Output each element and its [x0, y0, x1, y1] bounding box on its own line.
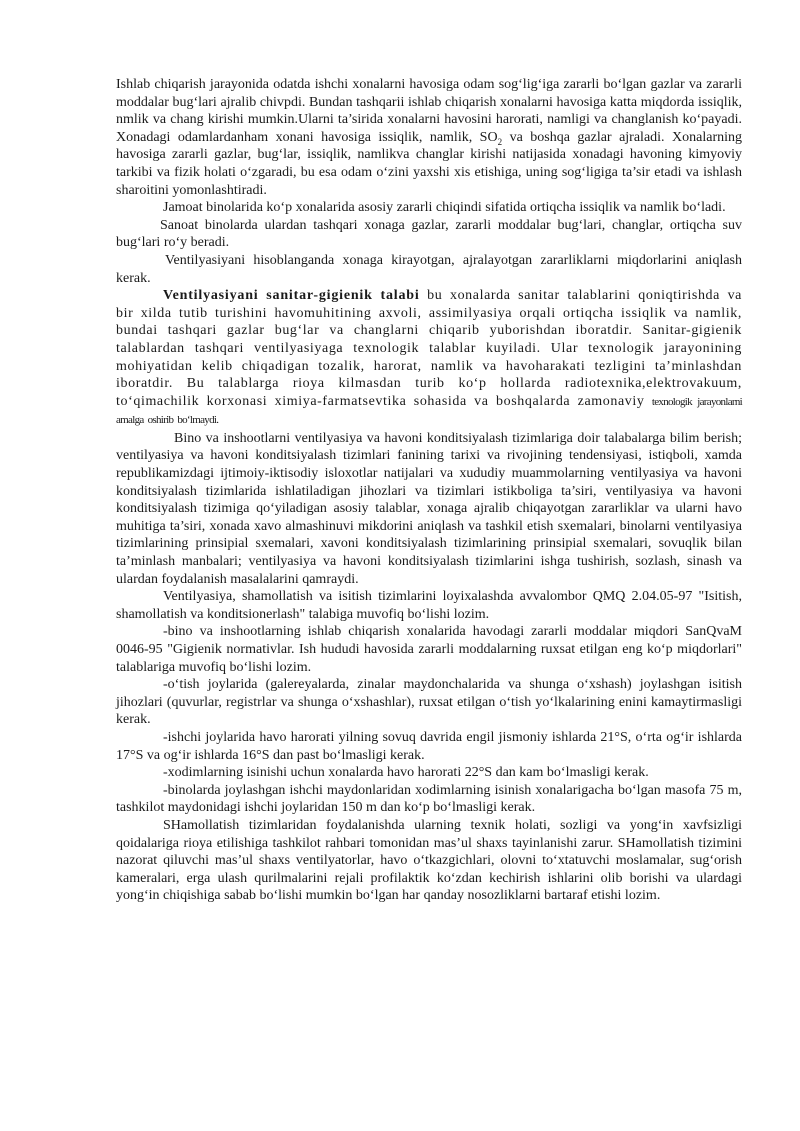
paragraph-sanitary-requirements: Ventilyasiyani sanitar-gigienik talabi bu xonalarda sanitar talablarini qoniqtirishda va bir xilda tutib turishini havomuhitining axvoli, assimilyasiya orqali ortiqcha issiqlik va namlik, bundai tashqari gazlar bug‘lar va changlarni chiqarib yuborishdan iboratdir. Sanitar-gigienik talablardan tashqari ventilyasiyaga texnologik talablar kuyiladi. Ular texnologik jarayonining mohiyatidan kelib chiqadigan tozalik, harorat, namlik va havoharakati tezligini ta’minlashdan iboratdir. Bu talablarga rioya kilmasdan turib ko‘p hollarda radiotexnika,elektrovakuum, to‘qimachilik korxonasi ximiya-farmatsevtika sohasida va boshqalarda zamonaviy texnologik jarayonlarni amalga oshirib bo‘lmaydi.: [116, 288, 742, 427]
paragraph-design-standard: Ventilyasiya, shamollatish va isitish tizimlarini loyixalashda avvalombor QMQ 2.04.05-97 "Isitish, shamollatish va konditsionerlash" talabiga muvofiq bo‘lishi lozim.: [116, 589, 742, 622]
list-item-warming-rooms: -xodimlarning isinishi uchun xonalarda havo harorati 22°S dan kam bo‘lmasligi kerak.: [163, 765, 649, 781]
paragraph-course-scope: Bino va inshootlarni ventilyasiya va havoni konditsiyalash tizimlariga doir talabalarga bilim berish; ventilyasiya va havoni konditsiyalash tizimlari fanining tarixi va rivojining tendensiyasi, istiqboli, xamda republikamizdagi ijtimoiy-iktisodiy isloxotlar natijalari va xududiy muammolarning ventilyasiya va havoni konditsiyalash tizimlarida ishlatiladigan jihozlari va tizimlari istikboliga ta’siri, ventilyasiya va havoni konditsiyalash tizimiga qo‘yiladigan asosiy talablar, xonaga ajralib chiqayotgan zararliklar va ularni havo muhitiga ta’siri, xonada xavo almashinuvi mikdorini aniqlash va tashkil etish sxemalari, binolarni ventilyasiya tizimlarining prinsipial sxemalari, xavoni konditsiyalash tizimlarining prinsipial sxemalari, sovuqlik bilan ta’minlash manbalari; ventilyasiya va havoni konditsiyalash tizimlarini ishga tushirish, sozlash, sinash va ulardan foydalanish masalalarini qamraydi.: [116, 430, 742, 587]
paragraph-industrial-buildings: Sanoat binolarda ulardan tashqari xonaga gazlar, zararli moddalar bug‘lari, changlar, ortiqcha suv bug‘lari ro‘y beradi.: [116, 217, 742, 251]
paragraph-intro: Ishlab chiqarish jarayonida odatda ishchi xonalarni havosiga odam sog‘lig‘iga zararli bo‘lgan gazlar va zararli moddalar bug‘lari ajralib chivpdi. Bundan tashqarii ishlab chiqarish xonalarni havosiga katta miqdorda issiqlik, nmlik va chang kirishi mumkin.Ularni ta’sirida xonalarni havosini harorati, namligi va changlanish ko‘payadi. Xonadagi odamlardanham xonani havosiga issiqlik, namlik, $SO_2$ va boshqa gazlar ajraladi. Xonalarning havosiga zararli gazlar, bug‘lar, issiqlik, namlikva changlar kirishi natijasida xonadagi havoning kimyoviy tarkibi va fizik holati o‘zgaradi, bu esa odam o‘zini yaxshi xis etishiga, uning sog‘ligiga ta’sir etadi va ishlash sharoitini yomonlashtiradi.: [116, 77, 743, 198]
paragraph-responsibility: SHamollatish tizimlaridan foydalanishda ularning texnik holati, sozligi va yong‘in xavfsizligi qoidalariga rioya etilishiga tashkilot rahbari tomonidan mas’ul shaxs tayinlanishi zarur. SHamollatish tizimini nazorat qiluvchi mas’ul shaxs ventilyatorlar, havo o‘tkazgichlari, olovni to‘xtatuvchi moslamalar, sug‘orish kameralari, erga ulash qurilmalarini rejali profilaktik ko‘zdan kechirish ishlarini olib borishi va ulardagi yong‘in chiqishiga sabab bo‘lishi mumkin bo‘lgan har qanday nosozliklarni bartaraf etishi lozim.: [116, 817, 742, 904]
bold-term: Ventilyasiyani sanitar-gigienik talabi: [163, 288, 420, 304]
document-page: [116, 76, 742, 905]
list-item-harmful-substances: -bino va inshootlarning ishlab chiqarish xonalarida havodagi zararli moddalar miqdori SanQvaM 0046-95 "Gigienik normativlar. Ish hududi havosida zararli moddalarning ruxsat etilgan eng ko‘p miqdorlari" talablariga muvofiq bo‘lishi lozim.: [116, 624, 742, 675]
subscript-2: 2: [497, 136, 503, 147]
paragraph-ventilation-calc: Ventilyasiyani hisoblanganda xonaga kirayotgan, ajralayotgan zararliklarni miqdorlarini aniqlash kerak.: [116, 252, 742, 286]
list-item-heating-equipment: -o‘tish joylarida (galereyalarda, zinalar maydonchalarida va shunga o‘xshash) joylashgan isitish jihozlari (quvurlar, registrlar va shunga o‘xshashlar), ruxsat etilgan o‘tish yo‘lkalarining enini kamaytirmasligi kerak.: [116, 677, 742, 728]
paragraph-public-buildings: Jamoat binolarida ko‘p xonalarida asosiy zararli chiqindi sifatida ortiqcha issiqlik va namlik bo‘ladi.: [163, 200, 726, 216]
list-item-distance: -binolarda joylashgan ishchi maydonlaridan xodimlarning isinish xonalarigacha bo‘lgan masofa 75 m, tashkilot maydonidagi ishchi joylaridan 150 m dan ko‘p bo‘lmasligi kerak.: [116, 782, 742, 816]
list-item-workplace-temperature: -ishchi joylarida havo harorati yilning sovuq davrida engil jismoniy ishlarda 21°S, o‘rta og‘ir ishlarda 17°S va og‘ir ishlarda 16°S dan past bo‘lmasligi kerak.: [116, 729, 742, 763]
